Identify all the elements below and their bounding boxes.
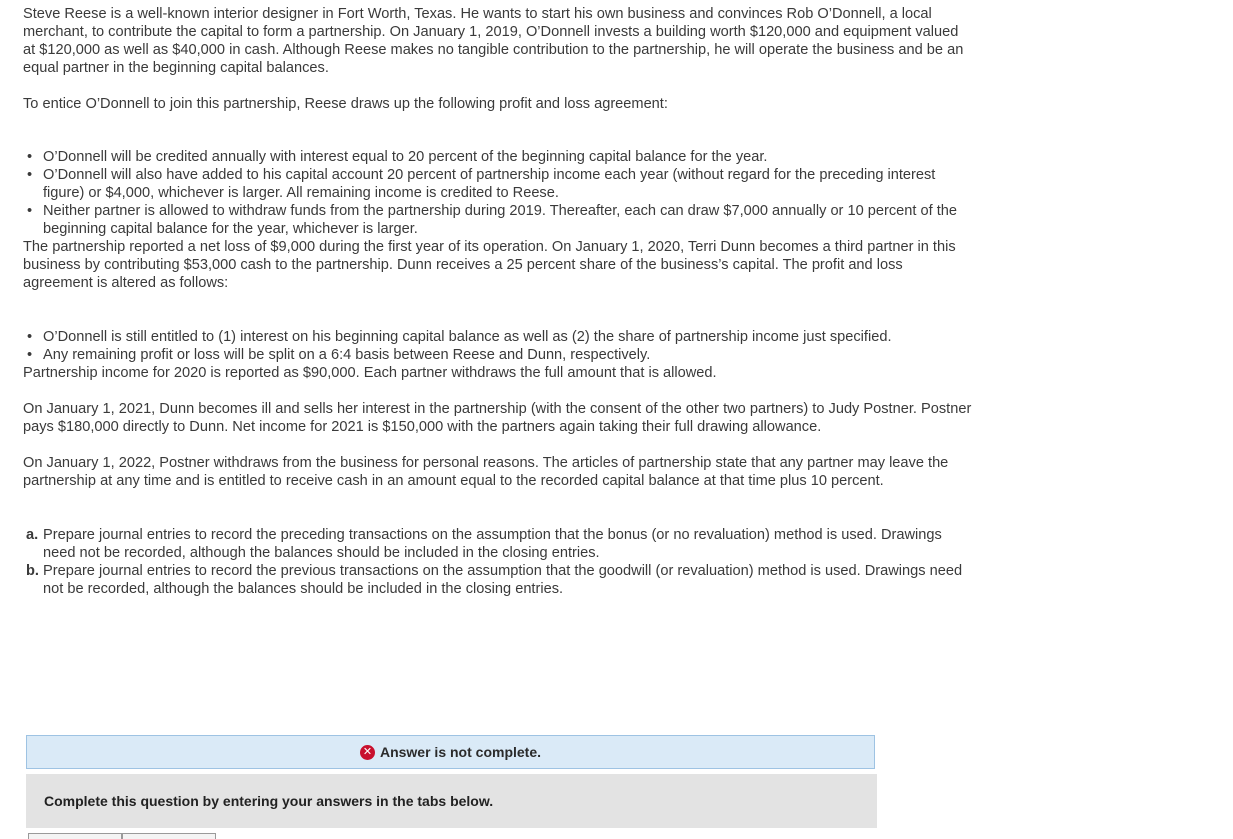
intro-paragraph: Steve Reese is a well-known interior designer in Fort Worth, Texas. He wants to start his own business and convinces Rob O’Donnell, a local merchant, to contribute the capital to form a partnership. On January 1, 2019, O’Donnell invests a building worth $120,000 and equipment valued at $120,000 as well as $40,000 in cash. Although Reese makes no tangible contribution to the partnership, he will operate the business and be an equal partner in the beginning capital balances.	[23, 6, 964, 76]
altered-terms-list	[23, 328, 973, 364]
dunn-sale-paragraph: On January 1, 2021, Dunn becomes ill and sells her interest in the partnership (with the consent of the other two partners) to Judy Postner. Postner pays $180,000 directly to Dunn. Net income for 2021 is $150,000 with the partners again taking their full drawing allowance.	[23, 401, 972, 435]
x-circle-icon: ✕	[360, 745, 375, 760]
instruction-text: Complete this question by entering your answers in the tabs below.	[44, 793, 494, 809]
requirement-a	[26, 526, 973, 562]
postner-withdraw-paragraph: On January 1, 2022, Postner withdraws from the business for personal reasons. The articles of partnership state that any partner may leave the partnership at any time and is entitled to receive cash in an amount equal to the recorded capital balance at that time plus 10 percent.	[23, 455, 949, 489]
requirements-list	[23, 526, 973, 598]
answer-status-text: Answer is not complete.	[379, 744, 542, 760]
tab-stub-a[interactable]	[28, 833, 122, 839]
list-item: • O’Donnell is still entitled to (1) interest on his beginning capital balance as well as (2) the share of partnership income just specified.	[43, 328, 973, 346]
requirement-letter: b.	[26, 563, 39, 579]
requirement-letter: a.	[26, 527, 39, 543]
list-item: • O’Donnell will also have added to his capital account 20 percent of partnership income each year (without regard for the preceding interest figure) or $4,000, whichever is larger. All remaining income is credited to Reese.	[43, 166, 973, 202]
instruction-panel	[26, 774, 877, 828]
entice-paragraph: To entice O’Donnell to join this partnership, Reese draws up the following profit and loss agreement:	[23, 96, 668, 112]
problem-content	[23, 5, 973, 598]
list-item: • Any remaining profit or loss will be split on a 6:4 basis between Reese and Dunn, respectively.	[43, 346, 973, 364]
tab-stub-b[interactable]	[122, 833, 216, 839]
list-item: • Neither partner is allowed to withdraw funds from the partnership during 2019. Thereafter, each can draw $7,000 annually or 10 percent of the beginning capital balance for the year, whichever is larger.	[43, 202, 973, 238]
answer-status-banner	[26, 735, 875, 769]
net-loss-paragraph: The partnership reported a net loss of $9,000 during the first year of its operation. On January 1, 2020, Terri Dunn becomes a third partner in this business by contributing $53,000 cash to the partnership. Dunn receives a 25 percent share of the business’s capital. The profit and loss agreement is altered as follows:	[23, 239, 956, 291]
income-2020-paragraph: Partnership income for 2020 is reported as $90,000. Each partner withdraws the full amount that is allowed.	[23, 365, 717, 381]
agreement-terms-list	[23, 148, 973, 238]
requirement-b	[26, 562, 973, 598]
requirement-text: Prepare journal entries to record the previous transactions on the assumption that the goodwill (or revaluation) method is used. Drawings need not be recorded, although the balances should be included in the closing entries.	[43, 563, 963, 597]
list-item: • O’Donnell will be credited annually with interest equal to 20 percent of the beginning capital balance for the year.	[43, 148, 973, 166]
requirement-text: Prepare journal entries to record the preceding transactions on the assumption that the bonus (or no revaluation) method is used. Drawings need not be recorded, although the balances should be included in the closing entries.	[43, 527, 942, 561]
